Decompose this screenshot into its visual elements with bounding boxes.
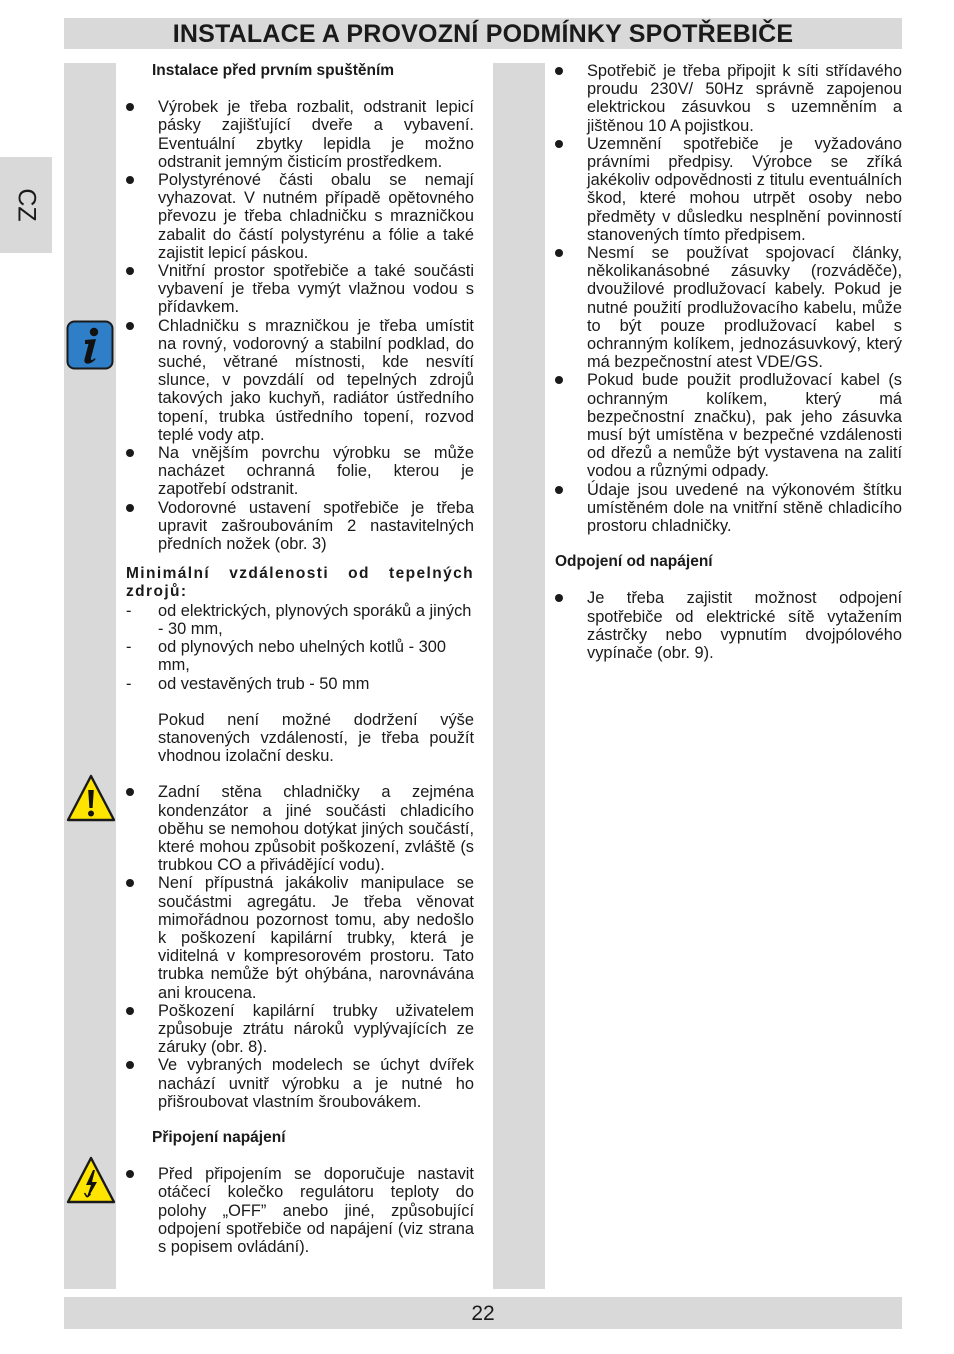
right-column [555, 62, 902, 662]
info-icon [66, 320, 114, 370]
warning-list [126, 783, 474, 1111]
page-number: 22 [471, 1302, 495, 1325]
disconnect-list [555, 589, 902, 662]
list-item: Údaje jsou uvedené na výkonovém štítku umístěném dole na vnitřní stěně chladicího prostoru chladničky. [555, 481, 902, 536]
power-list [126, 1165, 474, 1256]
list-item: - od elektrických, plynových sporáků a jiných - 30 mm, [126, 602, 474, 638]
language-tab [0, 157, 52, 253]
list-item: Polystyrénové části obalu se nemají vyhazovat. V nutném případě opětovného převozu je třeba chladničku s mrazničkou zabalit do částí polystyrénu a fólie a také zajistit lepicí páskou. [126, 171, 474, 262]
list-item: Na vnějším povrchu výrobku se může nacházet ochranná folie, kterou je zapotřebí odstranit. [126, 444, 474, 499]
list-item: Vnitřní prostor spotřebiče a také součásti vybavení je třeba vymýt vlažnou vodou s přídavkem. [126, 262, 474, 317]
distance-heading: Minimální vzdálenosti od tepelných zdrojů: [126, 565, 474, 601]
list-item: Chladničku s mrazničkou je třeba umístit na rovný, vodorovný a stabilní podklad, do suché, větrané místnosti, kde nesvítí slunce, v povzdálí od tepelných zdrojů takových jako kuchyň, radiátor ústředního topení, trubka ústředního topení, rozvod teplé vody atp. [126, 317, 474, 444]
right-icon-sidebar [493, 63, 545, 1289]
disconnect-heading: Odpojení od napájení [555, 553, 713, 571]
warning-icon [66, 773, 116, 823]
list-item: Poškození kapilární trubky uživatelem způsobuje ztrátu nároků vyplývajících ze záruky (obr. 8). [126, 1002, 474, 1057]
install-list [126, 98, 474, 553]
left-column [126, 62, 474, 1256]
list-item: Výrobek je třeba rozbalit, odstranit lepicí pásky zajišťující dveře a vybavení. Eventuální zbytky lepidla je možno odstranit jemným čisticím prostředkem. [126, 98, 474, 171]
distance-note: Pokud není možné dodržení výše stanovených vzdáleností, je třeba použít vhodnou izolační desku. [158, 710, 474, 766]
list-item: Není přípustná jakákoliv manipulace se součástmi agregátu. Je třeba věnovat mimořádnou pozornost tomu, aby nedošlo k poškození kapilární trubky, která je viditelná v kompresorovém prostoru. Tato trubka nemůže být ohýbána, narovnávána ani kroucena. [126, 874, 474, 1001]
list-item: Vodorovné ustavení spotřebiče je třeba upravit zašroubováním 2 nastavitelných předních nožek (obr. 3) [126, 499, 474, 554]
list-item: Ve vybraných modelech se úchyt dvířek nachází uvnitř výrobku a je nutné ho přišroubovat vlastním šroubovákem. [126, 1056, 474, 1111]
left-icon-sidebar [64, 63, 116, 1289]
connection-list [555, 62, 902, 535]
list-item: Nesmí se používat spojovací články, několikanásobné zásuvky (rozváděče), dvoužilové prodlužovací kabely. Pokud je nutné použití prodlužovacího kabelu, může to být pouze prodlužovací kabel s ochranným kolíkem, jednozásuvkový, který má bezpečnostní atest VDE/GS. [555, 244, 902, 371]
distance-list [126, 602, 474, 693]
install-heading: Instalace před prvním spuštěním [152, 62, 395, 79]
list-item: Je třeba zajistit možnost odpojení spotřebiče od elektrické sítě vytažením zástrčky nebo vypnutím dvojpólového vypínače (obr. 9). [555, 589, 902, 662]
page-title: INSTALACE A PROVOZNÍ PODMÍNKY SPOTŘEBIČE [172, 20, 794, 48]
list-item: Zadní stěna chladničky a zejména kondenzátor a jiné součásti chladicího oběhu se nemohou dotýkat jiných součástí, které mohou způsobit poškození, zvláště (s trubkou CO a přivádějící vodu). [126, 783, 474, 874]
list-item: Pokud bude použit prodlužovací kabel (s ochranným kolíkem, který má bezpečnostní značku), pak jeho zásuvka musí být umístěna v bezpečné vzdálenosti od dřezů a nemůže být vystavena na zalití vodou a různými odpady. [555, 371, 902, 480]
high-voltage-icon [66, 1155, 116, 1205]
list-item: Spotřebič je třeba připojit k síti střídavého proudu 230V/ 50Hz správně zapojenou elektrickou zásuvkou s uzemněním a jištěnou 10 A pojistkou. [555, 62, 902, 135]
power-heading: Připojení napájení [152, 1128, 286, 1146]
list-item: - od vestavěných trub - 50 mm [126, 675, 474, 693]
list-item: Uzemnění spotřebiče je vyžadováno právními předpisy. Výrobce se zříká jakékoliv odpovědnosti z titulu eventuálních škod, které mohou utrpět osoby nebo předměty v důsledku nesplnění povinností stanovených tímto předpisem. [555, 135, 902, 244]
list-item: Před připojením se doporučuje nastavit otáčecí kolečko regulátoru teploty do polohy „OFF” anebo jiné, způsobující odpojení spotřebiče od napájení (viz strana s popisem ovládání). [126, 1165, 474, 1256]
list-item: - od plynových nebo uhelných kotlů - 300 mm, [126, 638, 474, 674]
language-label: CZ [12, 188, 41, 222]
